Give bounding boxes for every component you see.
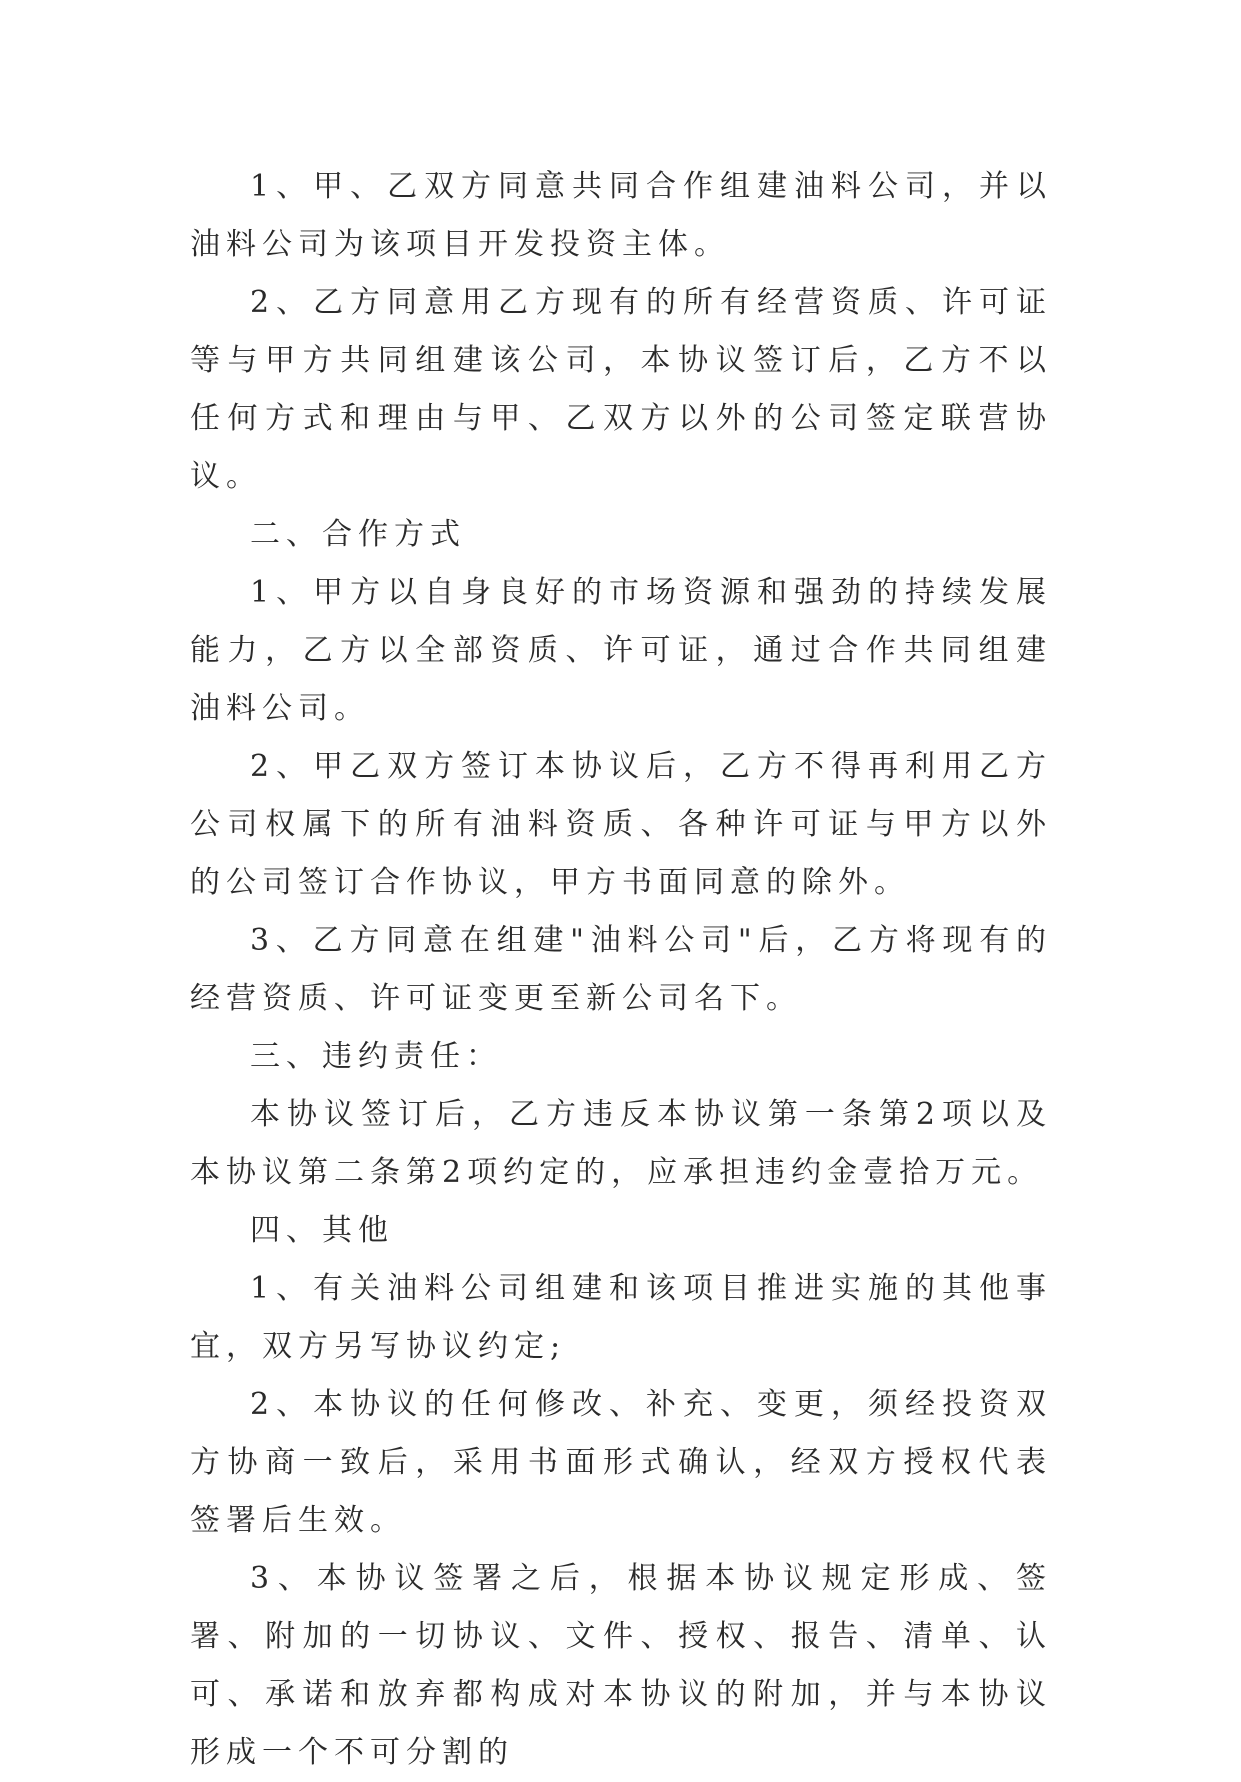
paragraph-clause-4-3: 3、本协议签署之后，根据本协议规定形成、签署、附加的一切协议、文件、授权、报告、清单、认可、承诺和放弃都构成对本协议的附加，并与本协议形成一个不可分割的 [190, 1561, 1052, 1770]
paragraph-clause-1-1: 1、甲、乙双方同意共同合作组建油料公司，并以油料公司为该项目开发投资主体。 [190, 169, 1052, 262]
section-heading-cooperation-method: 二、合作方式 [250, 517, 466, 552]
section-heading-other: 四、其他 [250, 1213, 394, 1248]
paragraph-clause-2-2: 2、甲乙双方签订本协议后，乙方不得再利用乙方公司权属下的所有油料资质、各种许可证与甲方以外的公司签订合作协议，甲方书面同意的除外。 [190, 749, 1052, 900]
paragraph-clause-4-2: 2、本协议的任何修改、补充、变更，须经投资双方协商一致后，采用书面形式确认，经双方授权代表签署后生效。 [190, 1387, 1052, 1538]
paragraph-clause-1-2: 2、乙方同意用乙方现有的所有经营资质、许可证等与甲方共同组建该公司，本协议签订后，乙方不以任何方式和理由与甲、乙双方以外的公司签定联营协议。 [190, 285, 1052, 494]
section-heading-breach-liability: 三、违约责任： [250, 1039, 502, 1074]
paragraph-clause-4-1: 1、有关油料公司组建和该项目推进实施的其他事宜，双方另写协议约定; [190, 1271, 1052, 1364]
paragraph-clause-2-1: 1、甲方以自身良好的市场资源和强劲的持续发展能力，乙方以全部资质、许可证，通过合作共同组建油料公司。 [190, 575, 1052, 726]
paragraph-clause-2-3: 3、乙方同意在组建"油料公司"后，乙方将现有的经营资质、许可证变更至新公司名下。 [190, 923, 1052, 1016]
paragraph-breach-terms: 本协议签订后，乙方违反本协议第一条第2项以及本协议第二条第2项约定的，应承担违约金壹拾万元。 [190, 1097, 1052, 1190]
document-body [190, 158, 1052, 1782]
